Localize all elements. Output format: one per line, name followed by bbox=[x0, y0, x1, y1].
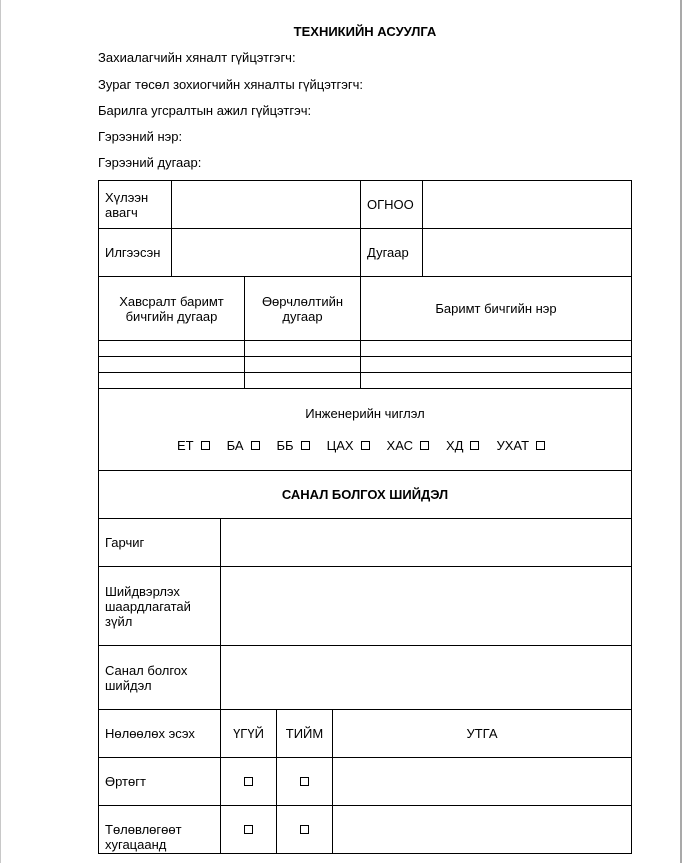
page-edge-left bbox=[0, 0, 1, 863]
meta-client-supervisor: Захиалагчийн хяналт гүйцэтгэгч: bbox=[98, 50, 296, 65]
impact-header-yes: ТИЙМ bbox=[285, 726, 324, 741]
attachment-number-header: Хавсралт баримт бичгийн дугаар bbox=[119, 293, 224, 324]
issue-label: Шийдвэрлэх шаардлагатай зүйл bbox=[105, 583, 191, 629]
attachment-row-3-revision[interactable] bbox=[245, 373, 360, 388]
checkbox-icon[interactable] bbox=[301, 441, 310, 450]
attachment-row-2-revision[interactable] bbox=[245, 357, 360, 372]
attachment-row-2-number[interactable] bbox=[99, 357, 244, 372]
discipline-khas-label: ХАС bbox=[386, 438, 413, 453]
checkbox-icon[interactable] bbox=[244, 825, 253, 834]
attachment-row-2-name[interactable] bbox=[361, 357, 631, 372]
discipline-khd[interactable] bbox=[446, 438, 486, 453]
date-field[interactable] bbox=[423, 181, 631, 228]
checkbox-icon[interactable] bbox=[201, 441, 210, 450]
impact-header-label: Нөлөөлөх эсэх bbox=[105, 726, 195, 741]
checkbox-icon[interactable] bbox=[470, 441, 479, 450]
discipline-ukhat-label: УХАТ bbox=[496, 438, 530, 453]
impact-row-cost-label: Өртөгт bbox=[105, 774, 146, 789]
impact-row-schedule-label: Төлөвлөгөөт хугацаанд bbox=[105, 822, 182, 852]
sender-field[interactable] bbox=[172, 229, 360, 276]
engineering-discipline-label: Инженерийн чиглэл bbox=[305, 405, 425, 421]
number-field[interactable] bbox=[423, 229, 631, 276]
document-name-header: Баримт бичгийн нэр bbox=[435, 301, 557, 316]
discipline-et[interactable] bbox=[177, 438, 217, 453]
discipline-khas[interactable] bbox=[387, 438, 436, 453]
impact-row-schedule-no[interactable] bbox=[221, 806, 276, 853]
attachment-row-3-name[interactable] bbox=[361, 373, 631, 388]
checkbox-icon[interactable] bbox=[244, 777, 253, 786]
discipline-bb[interactable] bbox=[277, 438, 317, 453]
solution-field[interactable] bbox=[221, 646, 631, 709]
discipline-ba-label: БА bbox=[226, 438, 244, 453]
impact-row-cost-value[interactable] bbox=[333, 758, 631, 805]
revision-number-header: Өөрчлөлтийн дугаар bbox=[261, 293, 344, 324]
discipline-et-label: ЕТ bbox=[176, 438, 194, 453]
impact-row-cost-yes[interactable] bbox=[277, 758, 332, 805]
discipline-khd-label: ХД bbox=[446, 438, 464, 453]
attachment-row-3-number[interactable] bbox=[99, 373, 244, 388]
checkbox-icon[interactable] bbox=[300, 825, 309, 834]
checkbox-icon[interactable] bbox=[536, 441, 545, 450]
subject-label: Гарчиг bbox=[105, 535, 145, 550]
discipline-ukhat[interactable] bbox=[496, 438, 552, 453]
impact-header-value: УТГА bbox=[466, 726, 498, 741]
checkbox-icon[interactable] bbox=[361, 441, 370, 450]
attachment-row-1-revision[interactable] bbox=[245, 341, 360, 356]
date-label: ОГНОО bbox=[367, 197, 414, 212]
attachment-row-1-name[interactable] bbox=[361, 341, 631, 356]
proposal-section-title: САНАЛ БОЛГОХ ШИЙДЭЛ bbox=[281, 487, 449, 502]
discipline-tsakh[interactable] bbox=[327, 438, 377, 453]
subject-field[interactable] bbox=[221, 519, 631, 566]
impact-row-schedule-yes[interactable] bbox=[277, 806, 332, 853]
impact-row-cost-no[interactable] bbox=[221, 758, 276, 805]
checkbox-icon[interactable] bbox=[251, 441, 260, 450]
checkbox-icon[interactable] bbox=[420, 441, 429, 450]
receiver-field[interactable] bbox=[172, 181, 360, 228]
number-label: Дугаар bbox=[367, 245, 409, 260]
attachment-row-1-number[interactable] bbox=[99, 341, 244, 356]
solution-label: Санал болгох шийдэл bbox=[105, 662, 188, 693]
meta-contractor: Барилга угсралтын ажил гүйцэтгэч: bbox=[98, 103, 312, 118]
meta-contract-name: Гэрээний нэр: bbox=[98, 129, 183, 144]
checkbox-icon[interactable] bbox=[300, 777, 309, 786]
document-title: ТЕХНИКИЙН АСУУЛГА bbox=[293, 24, 437, 39]
sender-label: Илгээсэн bbox=[105, 245, 161, 260]
meta-contract-number: Гэрээний дугаар: bbox=[98, 155, 202, 170]
discipline-checkbox-group bbox=[98, 438, 631, 453]
discipline-tsakh-label: ЦАХ bbox=[326, 438, 354, 453]
impact-row-schedule-value[interactable] bbox=[333, 806, 631, 853]
meta-design-supervisor: Зураг төсөл зохиогчийн хяналты гүйцэтгэгч: bbox=[98, 77, 364, 92]
impact-header-no: ҮГҮЙ bbox=[233, 726, 264, 741]
receiver-label: Хүлээн авагч bbox=[105, 189, 149, 220]
issue-field[interactable] bbox=[221, 567, 631, 645]
discipline-bb-label: ББ bbox=[276, 438, 294, 453]
discipline-ba[interactable] bbox=[227, 438, 267, 453]
